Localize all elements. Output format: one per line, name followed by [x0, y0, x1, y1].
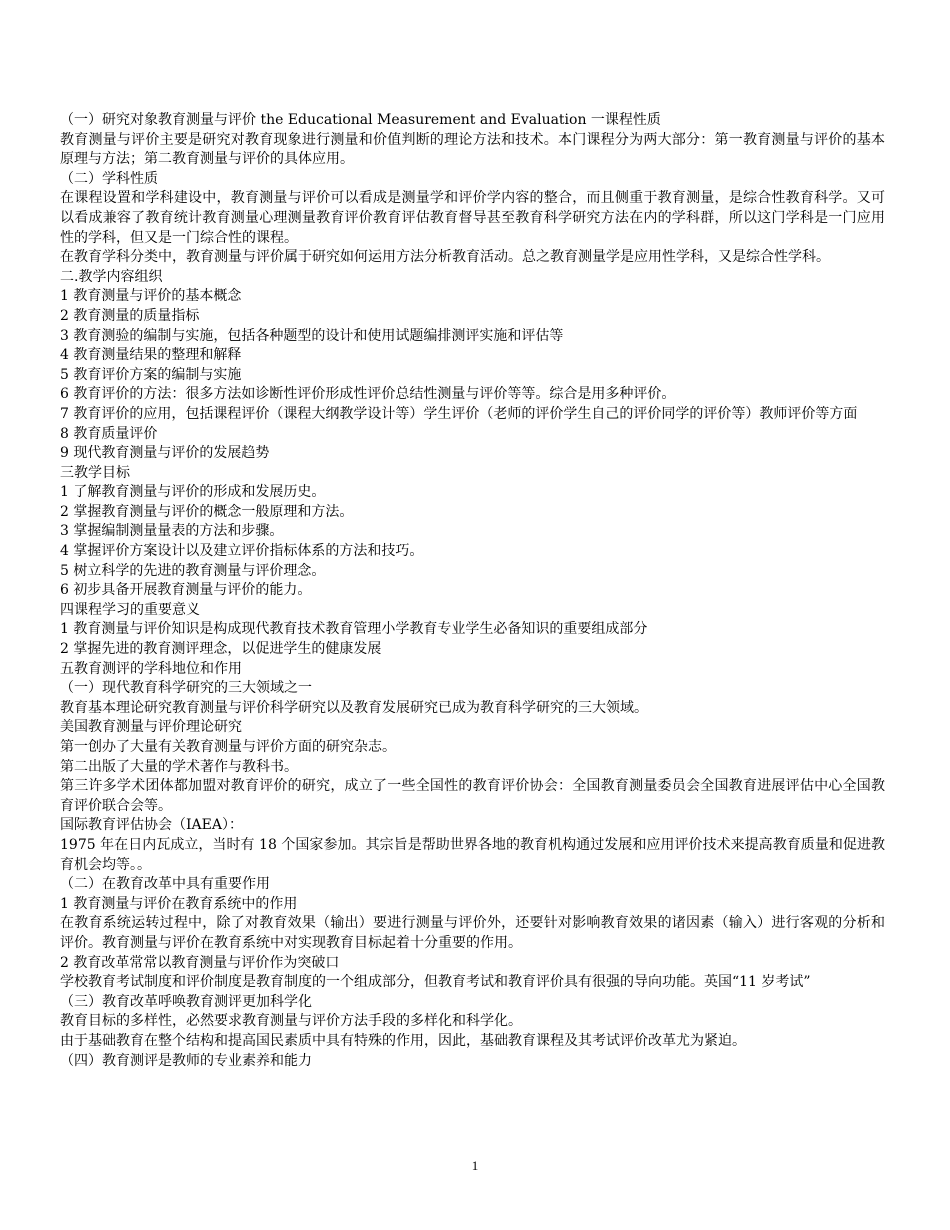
list-item: 8 教育质量评价	[60, 425, 158, 442]
paragraph: 在教育学科分类中，教育测量与评价属于研究如何运用方法分析教育活动。总之教育测量学是应用性学科，又是综合性学科。	[60, 249, 830, 266]
section-heading: 四课程学习的重要意义	[60, 601, 200, 618]
paragraph: 教育基本理论研究教育测量与评价科学研究以及教育发展研究已成为教育科学研究的三大领域。	[60, 699, 648, 716]
paragraph: （二）学科性质	[60, 170, 158, 187]
paragraph: 教育测量与评价主要是研究对教育现象进行测量和价值判断的理论方法和技术。本门课程分为两大部分：第一教育测量与评价的基本原理与方法；第二教育测量与评价的具体应用。	[60, 131, 885, 168]
paragraph: 2 教育改革常常以教育测量与评价作为突破口	[60, 954, 340, 971]
paragraph: 由于基础教育在整个结构和提高国民素质中具有特殊的作用，因此，基础教育课程及其考试评价改革尤为紧迫。	[60, 1032, 746, 1049]
paragraph: 国际教育评估协会（IAEA）：	[60, 817, 243, 834]
list-item: 6 教育评价的方法：很多方法如诊断性评价形成性评价总结性测量与评价等等。综合是用多种评价。	[60, 386, 676, 403]
page-number: 1	[471, 1158, 479, 1173]
list-item: 5 树立科学的先进的教育测量与评价理念。	[60, 562, 326, 579]
section-heading: 二.教学内容组织	[60, 268, 163, 285]
section-heading: 三教学目标	[60, 464, 130, 481]
paragraph: 美国教育测量与评价理论研究	[60, 719, 242, 736]
paragraph: 1 教育测量与评价在教育系统中的作用	[60, 895, 298, 912]
list-item: 9 现代教育测量与评价的发展趋势	[60, 445, 270, 462]
document-body	[60, 111, 885, 1071]
list-item: 2 教育测量的质量指标	[60, 307, 200, 324]
paragraph: （一）现代教育科学研究的三大领域之一	[60, 680, 312, 697]
list-item: 2 掌握先进的教育测评理念，以促进学生的健康发展	[60, 641, 382, 658]
list-item: 1 教育测量与评价的基本概念	[60, 288, 242, 305]
list-item: 7 教育评价的应用，包括课程评价（课程大纲教学设计等）学生评价（老师的评价学生自己的评价同学的评价等）教师评价等方面	[60, 405, 858, 422]
list-item: 4 掌握评价方案设计以及建立评价指标体系的方法和技巧。	[60, 543, 424, 560]
list-item: 6 初步具备开展教育测量与评价的能力。	[60, 582, 312, 599]
list-item: 2 掌握教育测量与评价的概念一般原理和方法。	[60, 503, 354, 520]
list-item: 1 教育测量与评价知识是构成现代教育技术教育管理小学教育专业学生必备知识的重要组成部分	[60, 621, 648, 638]
list-item: 4 教育测量结果的整理和解释	[60, 347, 242, 364]
paragraph: 第三许多学术团体都加盟对教育评价的研究，成立了一些全国性的教育评价协会：全国教育测量委员会全国教育进展评估中心全国教育评价联合会等。	[60, 778, 885, 814]
paragraph: （二）在教育改革中具有重要作用	[60, 876, 270, 893]
list-item: 3 教育测验的编制与实施，包括各种题型的设计和使用试题编排测评实施和评估等	[60, 327, 564, 344]
paragraph: 学校教育考试制度和评价制度是教育制度的一个组成部分，但教育考试和教育评价具有很强的导向功能。英国“11 岁考试”	[60, 974, 811, 991]
section-heading: 五教育测评的学科地位和作用	[60, 660, 242, 677]
paragraph: 在课程设置和学科建设中，教育测量与评价可以看成是测量学和评价学内容的整合，而且侧重于教育测量，是综合性教育科学。又可以看成兼容了教育统计教育测量心理测量教育评价教育评估教育督导甚至教育科学研究方法在内的学科群，所以这门学科是一门应用性的学科，但又是一门综合性的课程。	[60, 190, 885, 246]
paragraph: （三）教育改革呼唤教育测评更加科学化	[60, 993, 312, 1010]
paragraph: （四）教育测评是教师的专业素养和能力	[60, 1052, 312, 1069]
paragraph: 在教育系统运转过程中，除了对教育效果（输出）要进行测量与评价外，还要针对影响教育效果的诸因素（输入）进行客观的分析和评价。教育测量与评价在教育系统中对实现教育目标起着十分重要的作用。	[60, 915, 885, 951]
paragraph: 教育目标的多样性，必然要求教育测量与评价方法手段的多样化和科学化。	[60, 1013, 522, 1030]
paragraph: 第二出版了大量的学术著作与教科书。	[60, 758, 298, 775]
list-item: 5 教育评价方案的编制与实施	[60, 366, 242, 383]
paragraph: 第一创办了大量有关教育测量与评价方面的研究杂志。	[60, 739, 396, 755]
list-item: 1 了解教育测量与评价的形成和发展历史。	[60, 484, 326, 501]
paragraph: 1975 年在日内瓦成立，当时有 18 个国家参加。其宗旨是帮助世界各地的教育机构通过发展和应用评价技术来提高教育质量和促进教育机会均等。。	[60, 836, 885, 873]
paragraph: （一）研究对象教育测量与评价 the Educational Measurement and Evaluation 一课程性质	[60, 112, 661, 128]
list-item: 3 掌握编制测量量表的方法和步骤。	[60, 523, 284, 540]
